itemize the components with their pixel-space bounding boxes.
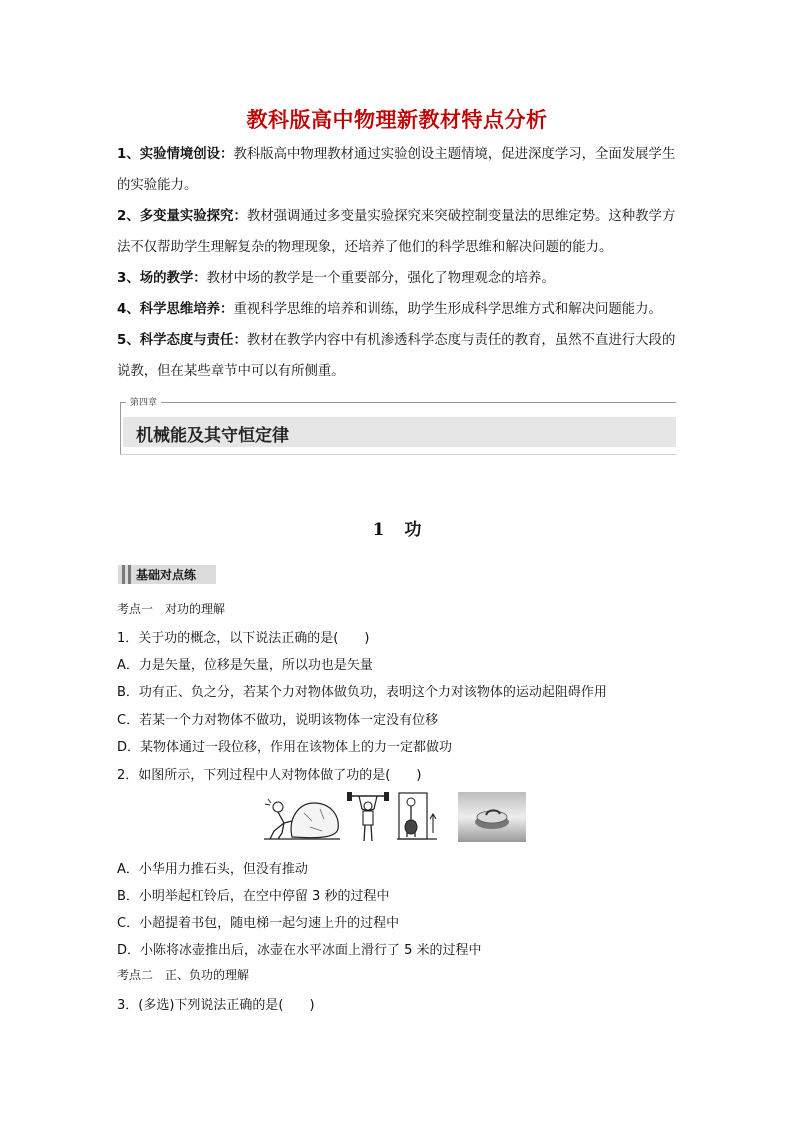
chapter-top-rule xyxy=(120,402,676,403)
push-stone-figure xyxy=(262,791,342,843)
practice-badge xyxy=(118,565,216,584)
feature-item-5 xyxy=(117,325,679,387)
chapter-header xyxy=(120,395,676,455)
section-heading xyxy=(0,515,794,540)
q1-option-b: B．功有正、负之分，若某个力对物体做负功，表明这个力对该物体的运动起阻碍作用 xyxy=(117,685,607,700)
badge-bar xyxy=(128,565,131,584)
feature-label: 1、实验情境创设： xyxy=(117,147,234,162)
q2-option-a: A．小华用力推石头，但没有推动 xyxy=(117,862,308,877)
section-title: 功 xyxy=(404,520,422,540)
feature-text: 教材在教学内容中有机渗透科学态度与责任的教育，虽然不直进行大段的说教，但在某些章节中可以有所侧重。 xyxy=(117,333,676,379)
chapter-title: 机械能及其守恒定律 xyxy=(136,426,289,446)
feature-text: 教材强调通过多变量实验探究来突破控制变量法的思维定势。这种教学方法不仅帮助学生理解复杂的物理现象，还培养了他们的科学思维和解决问题的能力。 xyxy=(117,209,676,255)
feature-text: 教材中场的教学是一个重要部分，强化了物理观念的培养。 xyxy=(206,271,555,286)
feature-item-1 xyxy=(117,139,679,201)
q1-option-a: A．力是矢量，位移是矢量，所以功也是矢量 xyxy=(117,658,373,673)
section-number: 1 xyxy=(372,520,385,540)
feature-item-2 xyxy=(117,201,679,263)
q2-option-c: C．小超提着书包，随电梯一起匀速上升的过程中 xyxy=(117,916,400,931)
feature-item-3 xyxy=(117,263,679,294)
badge-bar xyxy=(122,565,125,584)
q1-option-c: C．若某一个力对物体不做功，说明该物体一定没有位移 xyxy=(117,713,439,728)
q2-option-b: B．小明举起杠铃后，在空中停留 3 秒的过程中 xyxy=(117,889,390,904)
feature-label: 2、多变量实验探究： xyxy=(117,209,247,224)
chapter-left-rule xyxy=(120,402,121,454)
document-title: 教科版高中物理新教材特点分析 xyxy=(246,108,548,132)
badge-label: 基础对点练 xyxy=(136,568,197,582)
barbell-figure xyxy=(346,791,390,843)
feature-item-4 xyxy=(117,294,679,325)
q1-option-d: D．某物体通过一段位移，作用在该物体上的力一定都做功 xyxy=(117,740,453,755)
feature-label: 5、科学态度与责任： xyxy=(117,333,247,348)
question-3-stem: 3．(多选)下列说法正确的是( ) xyxy=(117,998,315,1013)
feature-label: 4、科学思维培养： xyxy=(117,302,234,317)
elevator-figure xyxy=(397,791,437,843)
chapter-bottom-rule xyxy=(120,454,676,455)
kaodian-1: 考点一 对功的理解 xyxy=(117,602,226,616)
curling-figure xyxy=(458,791,526,843)
feature-label: 3、场的教学： xyxy=(117,271,207,286)
question-1-stem: 1．关于功的概念，以下说法正确的是( ) xyxy=(117,631,370,646)
q2-option-d: D．小陈将冰壶推出后，冰壶在水平冰面上滑行了 5 米的过程中 xyxy=(117,943,482,958)
kaodian-2: 考点二 正、负功的理解 xyxy=(117,968,250,982)
question-2-stem: 2．如图所示，下列过程中人对物体做了功的是( ) xyxy=(117,768,422,783)
chapter-number: 第四章 xyxy=(126,395,161,408)
feature-text: 重视科学思维的培养和训练，助学生形成科学思维方式和解决问题能力。 xyxy=(233,302,662,317)
feature-text: 教科版高中物理教材通过实验创设主题情境，促进深度学习，全面发展学生的实验能力。 xyxy=(117,147,676,193)
